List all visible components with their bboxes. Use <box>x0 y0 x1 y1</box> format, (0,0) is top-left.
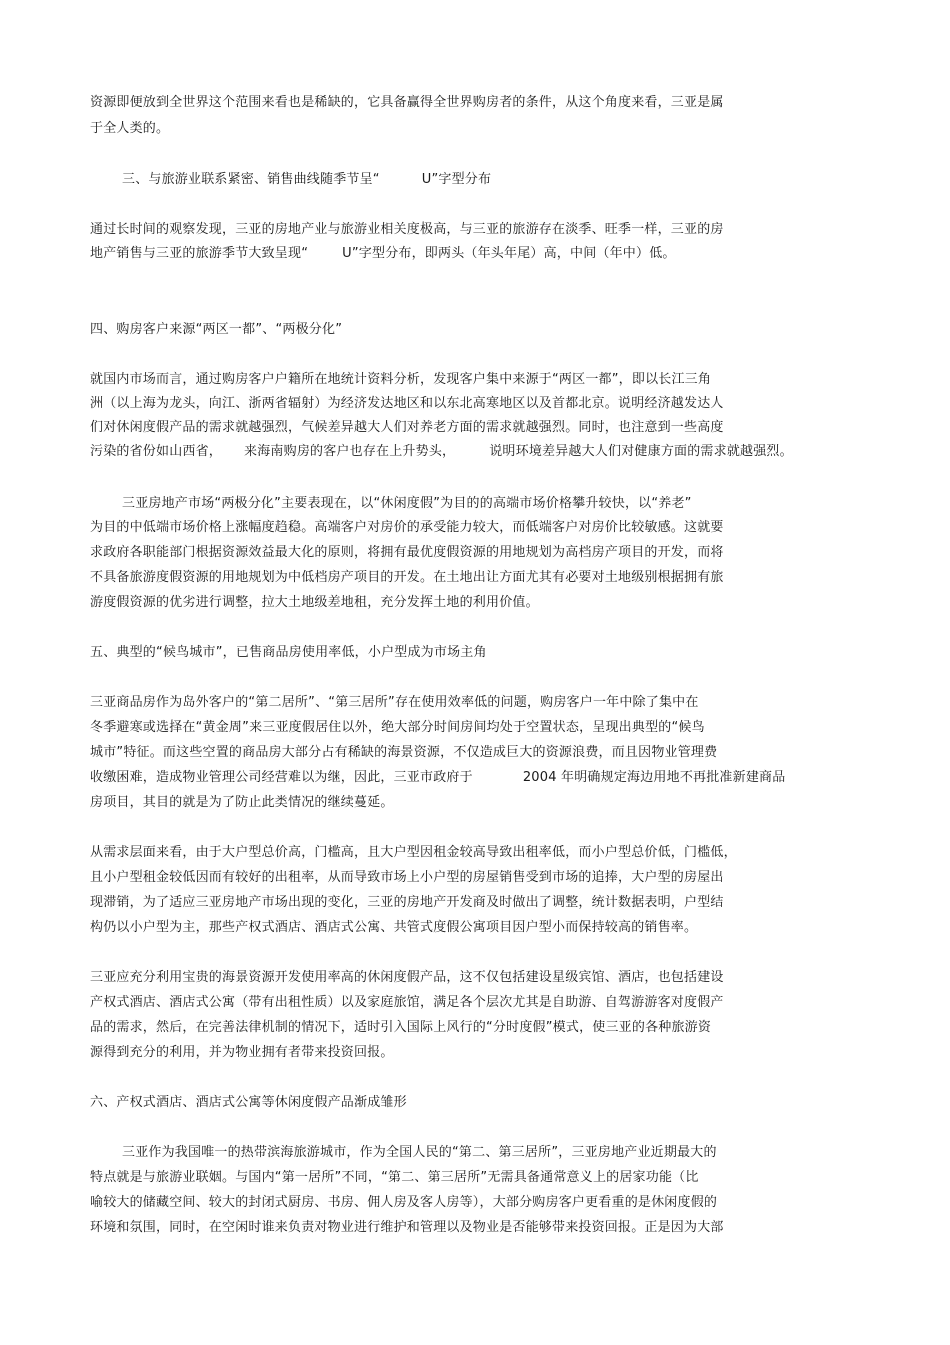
paragraph-line <box>90 246 676 262</box>
paragraph-line: 现滞销，为了适应三亚房地产市场出现的变化，三亚的房地产开发商及时做出了调整，统计数据表明，户型结 <box>90 895 724 910</box>
section-heading-6: 六、产权式酒店、酒店式公寓等休闲度假产品渐成雏形 <box>90 1095 407 1110</box>
paragraph-line: 从需求层面来看，由于大户型总价高，门槛高，且大户型因租金较高导致出租率低，而小户型总价低，门槛低， <box>90 845 737 860</box>
paragraph-line: 为目的中低端市场价格上涨幅度趋稳。高端客户对房价的承受能力较大，而低端客户对房价比较敏感。这就要 <box>90 520 724 535</box>
paragraph-line: 品的需求，然后，在完善法律机制的情况下，适时引入国际上风行的“分时度假”模式，使三亚的各种旅游资 <box>90 1020 712 1035</box>
heading-part: U”字型分布 <box>421 172 492 187</box>
section-heading-5: 五、典型的“候鸟城市”，已售商品房使用率低，小户型成为市场主角 <box>90 645 487 660</box>
paragraph-line: 产权式酒店、酒店式公寓（带有出租性质）以及家庭旅馆，满足各个层次尤其是自助游、自驾游游客对度假产 <box>90 995 724 1010</box>
heading-part: 三、与旅游业联系紧密、销售曲线随季节呈“ <box>122 172 380 187</box>
paragraph-line: 冬季避寒或选择在“黄金周”来三亚度假居住以外，绝大部分时间房间均处于空置状态，呈现出典型的“候鸟 <box>90 720 705 735</box>
paragraph-line <box>90 770 785 786</box>
paragraph-line: 三亚作为我国唯一的热带滨海旅游城市，作为全国人民的“第二、第三居所”，三亚房地产业近期最大的 <box>122 1145 717 1160</box>
paragraph-line: 游度假资源的优劣进行调整，拉大土地级差地租，充分发挥土地的利用价值。 <box>90 595 539 610</box>
text-part: U”字型分布，即两头（年头年尾）高，中间（年中）低。 <box>342 246 676 261</box>
section-heading-3 <box>122 172 491 188</box>
paragraph-line: 特点就是与旅游业联姻。与国内“第一居所”不同，“第二、第三居所”无需具备通常意义上的居家功能（比 <box>90 1170 699 1185</box>
paragraph-line: 源得到充分的利用，并为物业拥有者带来投资回报。 <box>90 1045 394 1060</box>
section-heading-4: 四、购房客户来源“两区一都”、“两极分化” <box>90 322 343 337</box>
text-part: 地产销售与三亚的旅游季节大致呈现“ <box>90 246 309 261</box>
text-part: 收缴困难，造成物业管理公司经营难以为继，因此，三亚市政府于 <box>90 770 473 785</box>
paragraph-line: 资源即便放到全世界这个范围来看也是稀缺的，它具备赢得全世界购房者的条件，从这个角度来看，三亚是属 <box>90 95 724 110</box>
text-part: 2004 年明确规定海边用地不再批准新建商品 <box>522 770 786 785</box>
paragraph-line: 喻较大的储藏空间、较大的封闭式厨房、书房、佣人房及客人房等），大部分购房客户更看重的是休闲度假的 <box>90 1195 718 1210</box>
paragraph-line <box>90 444 793 460</box>
paragraph-line: 们对休闲度假产品的需求就越强烈，气候差异越大人们对养老方面的需求就越强烈。同时，也注意到一些高度 <box>90 420 724 435</box>
paragraph-line: 三亚房地产市场“两极分化”主要表现在，以“休闲度假”为目的的高端市场价格攀升较快，以“养老” <box>122 496 692 511</box>
paragraph-line: 城市”特征。而这些空置的商品房大部分占有稀缺的海景资源，不仅造成巨大的资源浪费，而且因物业管理费 <box>90 745 718 760</box>
paragraph-line: 构仍以小户型为主，那些产权式酒店、酒店式公寓、共管式度假公寓项目因户型小而保持较高的销售率。 <box>90 920 698 935</box>
paragraph-line: 通过长时间的观察发现，三亚的房地产业与旅游业相关度极高，与三亚的旅游存在淡季、旺季一样，三亚的房 <box>90 222 724 237</box>
text-part: 说明环境差异越大人们对健康方面的需求就越强烈。 <box>489 444 793 459</box>
paragraph-line: 洲（以上海为龙头，向江、浙两省辐射）为经济发达地区和以东北高寒地区以及首都北京。说明经济越发达人 <box>90 396 724 411</box>
paragraph-line: 且小户型租金较低因而有较好的出租率，从而导致市场上小户型的房屋销售受到市场的追捧，大户型的房屋出 <box>90 870 724 885</box>
text-part: 来海南购房的客户也存在上升势头， <box>244 444 456 459</box>
paragraph-line: 就国内市场而言，通过购房客户户籍所在地统计资料分析，发现客户集中来源于“两区一都”，即以长江三角 <box>90 372 712 387</box>
text-part: 污染的省份如山西省， <box>90 444 223 459</box>
paragraph-line: 不具备旅游度假资源的用地规划为中低档房产项目的开发。在土地出让方面尤其有必要对土地级别根据拥有旅 <box>90 570 724 585</box>
paragraph-line: 环境和氛围，同时，在空闲时谁来负责对物业进行维护和管理以及物业是否能够带来投资回报。正是因为大部 <box>90 1220 724 1235</box>
paragraph-line: 三亚应充分利用宝贵的海景资源开发使用率高的休闲度假产品，这不仅包括建设星级宾馆、酒店，也包括建设 <box>90 970 724 985</box>
paragraph-line: 于全人类的。 <box>90 121 170 136</box>
paragraph-line: 房项目，其目的就是为了防止此类情况的继续蔓延。 <box>90 795 394 810</box>
paragraph-line: 三亚商品房作为岛外客户的“第二居所”、“第三居所”存在使用效率低的问题，购房客户一年中除了集中在 <box>90 695 699 710</box>
paragraph-line: 求政府各职能部门根据资源效益最大化的原则，将拥有最优度假资源的用地规划为高档房产项目的开发，而将 <box>90 545 724 560</box>
